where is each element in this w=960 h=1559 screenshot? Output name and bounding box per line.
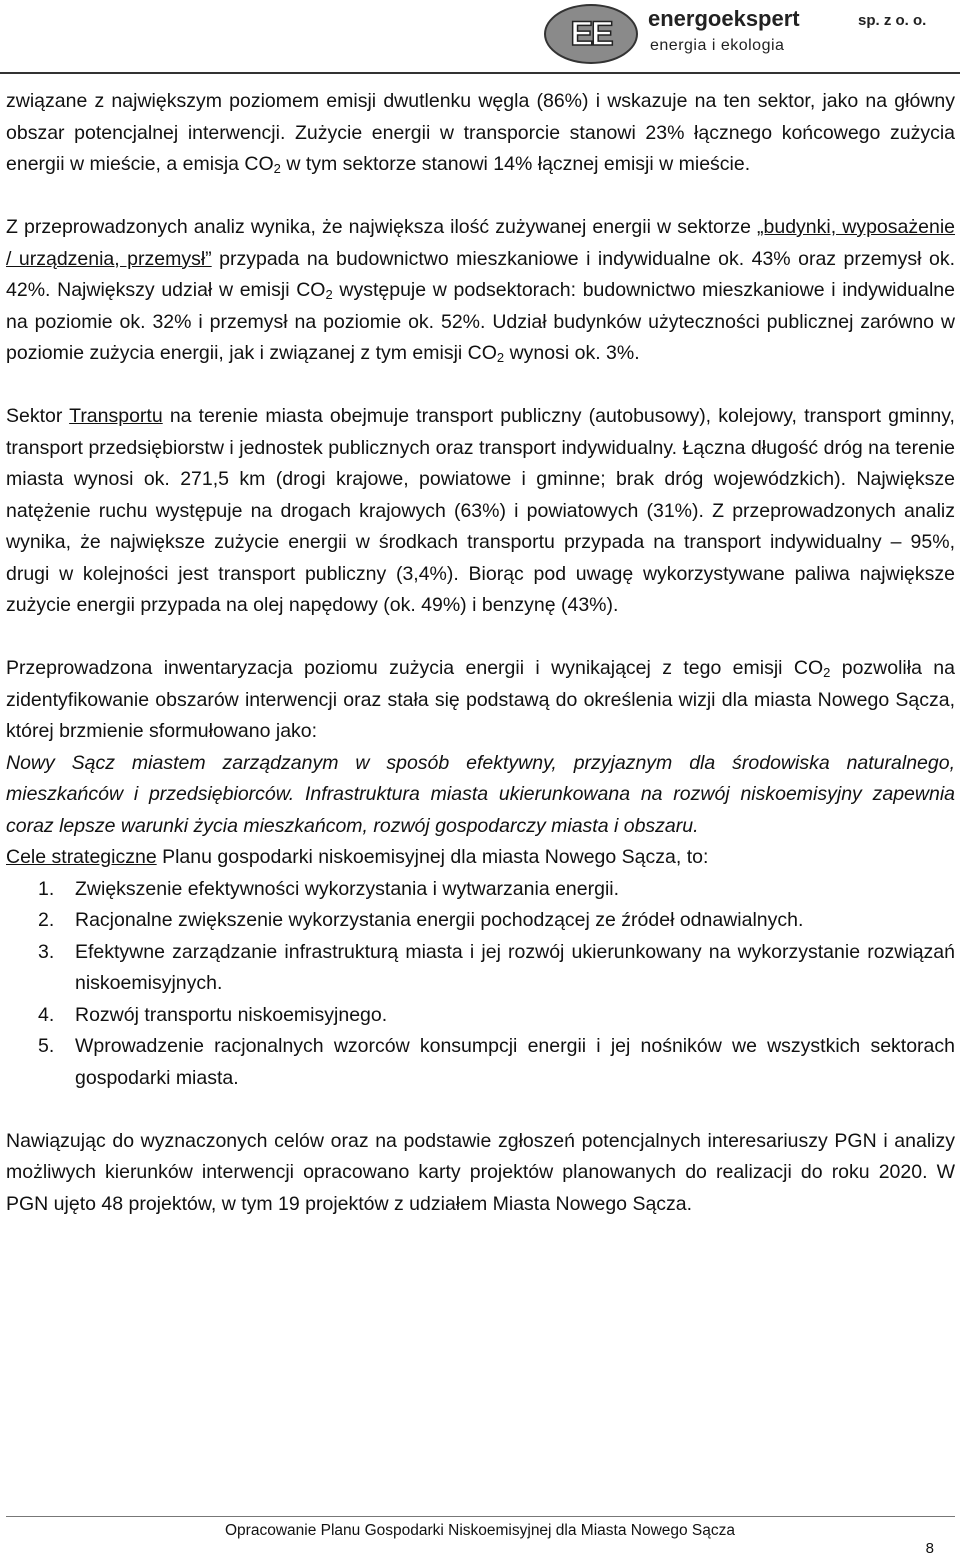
list-item: 3. Efektywne zarządzanie infrastrukturą miasta i jej rozwój ukierunkowany na wykorzystanie rozwiązań niskoemisyjnych. <box>38 940 955 994</box>
document-body <box>6 86 955 1220</box>
page-number: 8 <box>925 1540 934 1557</box>
brand-tagline: energia i ekologia <box>650 37 785 54</box>
logo-text: EE <box>570 14 612 53</box>
paragraph-buildings: Z przeprowadzonych analiz wynika, że największa ilość zużywanej energii w sektorze „budynki, wyposażenie / urządzenia, przemysł” przypada na budownictwo mieszkaniowe i indywidualne ok. 43% oraz przemysł ok. 42%. Największy udział w emisji $CO_2$ występuje w podsektorach: budownictwo mieszkaniowe i indywidualne na poziomie ok. 32% i przemysł na poziomie ok. 52%. Udział budynków użyteczności publicznej zarówno w poziomie zużycia energii, jak i związanej z tym emisji $CO_2$ wynosi ok. 3%. <box>6 216 955 365</box>
vision-statement: Nowy Sącz miastem zarządzanym w sposób efektywny, przyjaznym dla środowiska naturalnego, mieszkańców i przedsiębiorców. Infrastruktura miasta ukierunkowana na rozwój niskoemisyjny zapewnia coraz lepsze warunki życia mieszkańcom, rozwój gospodarczy miasta i obszaru. <box>6 751 955 837</box>
sector-name-underlined: „budynki, wyposażenie / urządzenia, przemysł” <box>6 216 955 270</box>
strategic-goals-list <box>6 874 955 1095</box>
list-item: 4. Rozwój transportu niskoemisyjnego. <box>38 1003 388 1026</box>
brand-name: energoekspert <box>648 6 800 31</box>
list-item: 1. Zwiększenie efektywności wykorzystania i wytwarzania energii. <box>38 877 620 900</box>
paragraph-intro: związane z największym poziomem emisji dwutlenku węgla (86%) i wskazuje na ten sektor, jako na główny obszar potencjalnej interwencji. Zużycie energii w transporcie stanowi 23% łącznego końcowego zużycia energii w mieście, a emisja $CO_2$ w tym sektorze stanowi 14% łącznej emisji w mieście. <box>6 90 955 176</box>
page-header <box>0 0 960 72</box>
paragraph-projects: Nawiązując do wyznaczonych celów oraz na podstawie zgłoszeń potencjalnych interesariuszy PGN i analizy możliwych kierunków interwencji opracowano karty projektów planowanych do realizacji do roku 2020. W PGN ujęto 48 projektów, w tym 19 projektów z udziałem Miasta Nowego Sącza. <box>6 1129 955 1215</box>
paragraph-transport: Sektor Transportu na terenie miasta obejmuje transport publiczny (autobusowy), kolejowy, transport gminny, transport przedsiębiorstw i jednostek publicznych oraz transport indywidualny. Łączna długość dróg na terenie miasta wynosi ok. 271,5 km (drogi krajowe, powiatowe i gminne; brak dróg wojewódzkich). Największe natężenie ruchu występuje na drogach krajowych (63%) i powiatowych (31%). Z przeprowadzonych analiz wynika, że największe zużycie energii w środkach transportu przypada na transport indywidualny – 95%, drugi w kolejności jest transport publiczny (3,4%). Biorąc pod uwagę wykorzystywane paliwa największe zużycie energii przypada na olej napędowy (ok. 49%) i benzynę (43%). <box>6 405 955 616</box>
goals-heading: Cele strategiczne Planu gospodarki niskoemisyjnej dla miasta Nowego Sącza, to: <box>6 846 709 868</box>
list-item: 2. Racjonalne zwiększenie wykorzystania energii pochodzącej ze źródeł odnawialnych. <box>38 909 804 931</box>
header-divider <box>0 72 960 74</box>
transport-underlined: Transportu <box>69 405 163 427</box>
company-logo <box>544 4 638 64</box>
paragraph-inventory: Przeprowadzona inwentaryzacja poziomu zużycia energii i wynikającej z tego emisji $CO_2$ pozwoliła na zidentyfikowanie obszarów interwencji oraz stała się podstawą do określenia wizji dla miasta Nowego Sącza, której brzmienie sformułowano jako: <box>6 657 955 742</box>
brand-suffix: sp. z o. o. <box>858 12 927 29</box>
list-item: 5. Wprowadzenie racjonalnych wzorców konsumpcji energii i jej nośników we wszystkich sektorach gospodarki miasta. <box>38 1035 955 1089</box>
goals-heading-underlined: Cele strategiczne <box>6 846 157 868</box>
footer-divider <box>6 1516 955 1517</box>
footer-title: Opracowanie Planu Gospodarki Niskoemisyjnej dla Miasta Nowego Sącza <box>224 1522 736 1539</box>
